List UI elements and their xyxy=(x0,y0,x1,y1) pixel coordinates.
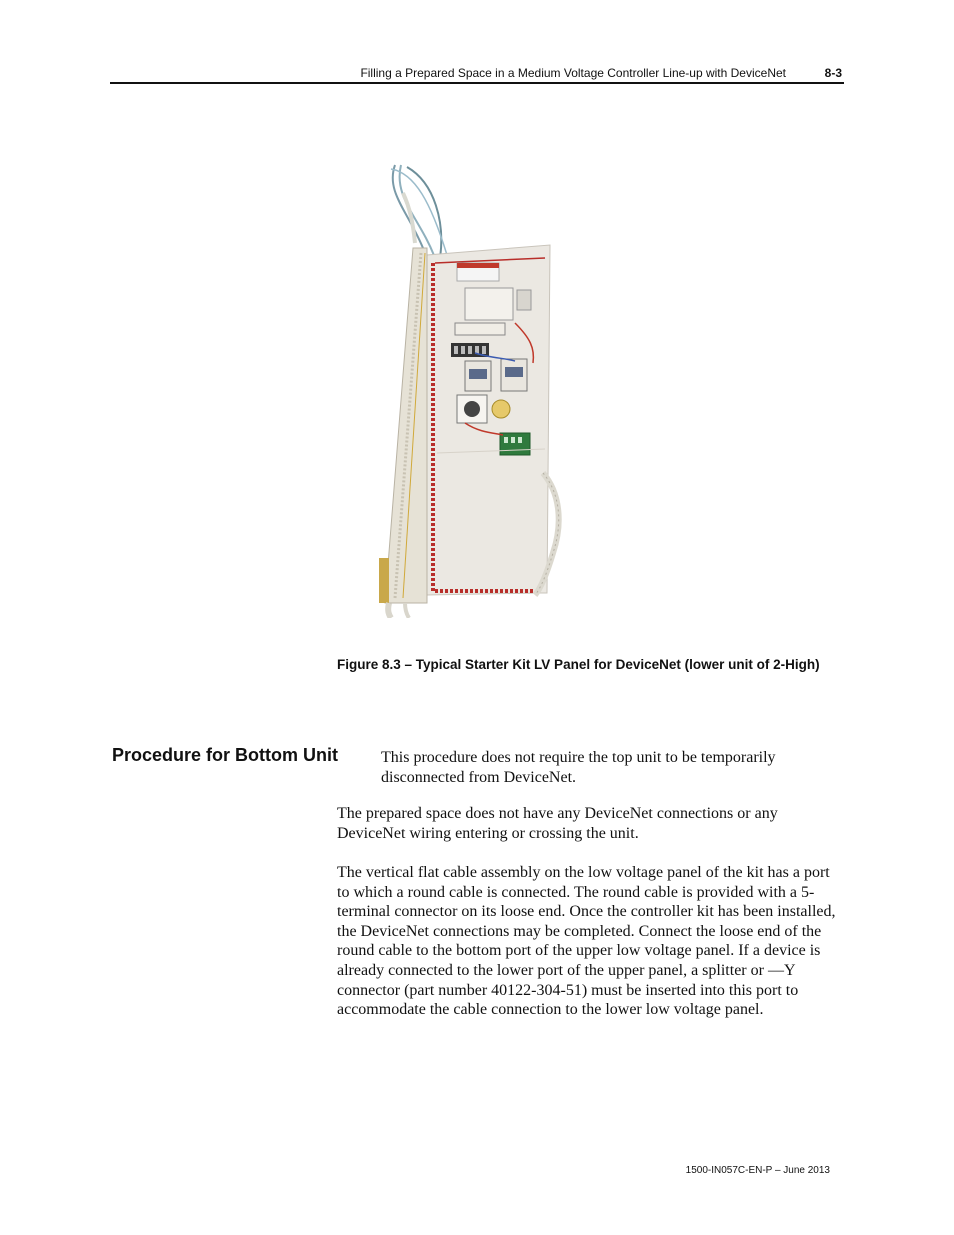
running-header-title: Filling a Prepared Space in a Medium Voltage Controller Line-up with DeviceNet xyxy=(360,66,786,80)
paragraph-1-text: This procedure does not require the top unit to be temporarily disconnected from DeviceNet. xyxy=(381,749,776,786)
paragraph-3 xyxy=(337,863,837,1020)
header-rule xyxy=(110,82,844,84)
section-heading: Procedure for Bottom Unit xyxy=(112,745,339,765)
page-number: 8-3 xyxy=(824,66,842,80)
footer-doc-id: 1500-IN057C-EN-P – June 2013 xyxy=(685,1165,830,1176)
paragraph-3-text: The vertical flat cable assembly on the low voltage panel of the kit has a port to which a round cable is connected. The round cable is provided with a 5-terminal connector on its loose end. Once the controller kit has been installed, the DeviceNet connections may be completed. Connect the loose end of the round cable to the bottom port of the upper low voltage panel. If a device is already connected to the lower port of the upper panel, a splitter or ―Y connector (part number 40122-304-51) must be inserted into this port to accommodate the cable connection to the lower low voltage panel. xyxy=(337,864,836,1019)
figure-caption: Figure 8.3 – Typical Starter Kit LV Panel for DeviceNet (lower unit of 2-High) xyxy=(337,657,820,672)
paragraph-2 xyxy=(337,804,837,843)
lv-panel-photo xyxy=(365,163,580,618)
paragraph-1 xyxy=(337,748,837,787)
paragraph-2-text: The prepared space does not have any DeviceNet connections or any DeviceNet wiring entering or crossing the unit. xyxy=(337,805,778,842)
